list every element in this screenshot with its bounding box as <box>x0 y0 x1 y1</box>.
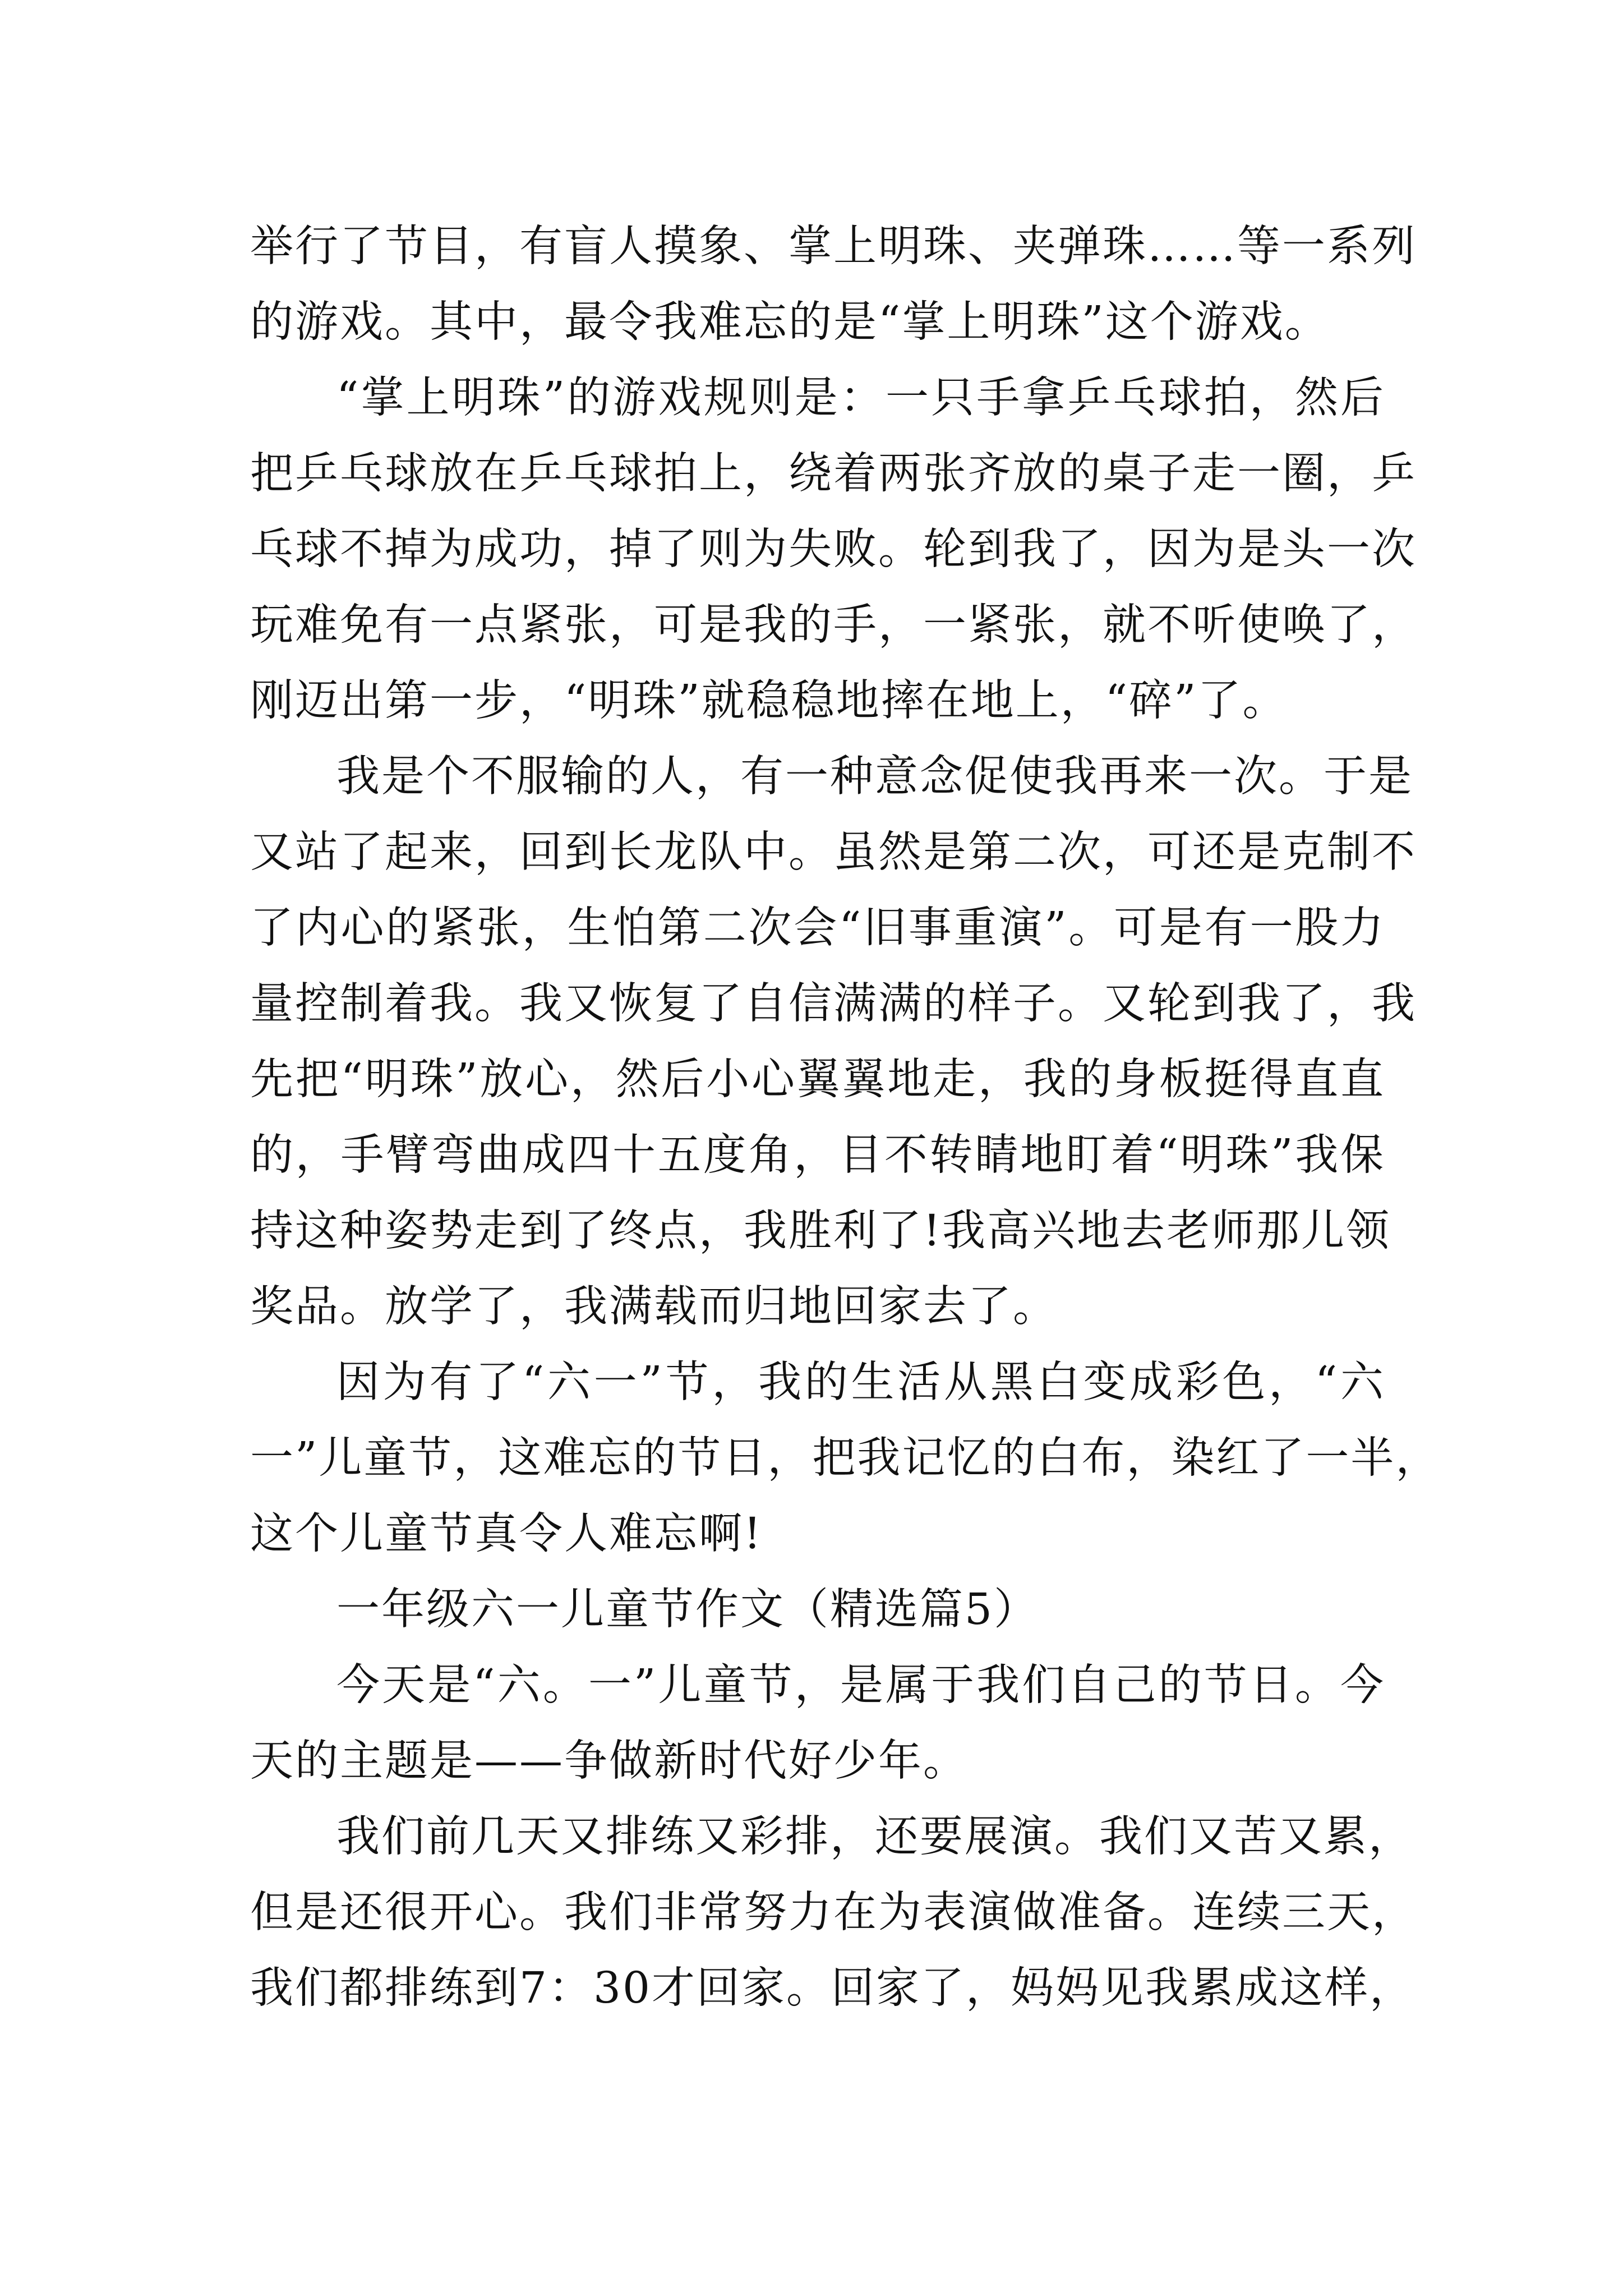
text-line: 刚迈出第一步，“明珠”就稳稳地摔在地上，“碎”了。 <box>250 676 1288 726</box>
text-line: 奖品。放学了，我满载而归地回家去了。 <box>250 1282 1058 1332</box>
text-line: 天的主题是——争做新时代好少年。 <box>250 1736 968 1786</box>
text-line: 的，手臂弯曲成四十五度角，目不转睛地盯着“明珠”我保 <box>250 1130 1385 1180</box>
body-text <box>250 209 1441 2026</box>
text-line: 量控制着我。我又恢复了自信满满的样子。又轮到我了，我 <box>250 979 1417 1029</box>
text-line: 持这种姿势走到了终点，我胜利了!我高兴地去老师那儿领 <box>250 1206 1391 1256</box>
text-line: 了内心的紧张，生怕第二次会“旧事重演”。可是有一股力 <box>250 903 1385 953</box>
text-line: 又站了起来，回到长龙队中。虽然是第二次，可还是克制不 <box>250 827 1417 877</box>
text-line: 我们都排练到7：30才回家。回家了，妈妈见我累成这样， <box>250 1963 1414 2013</box>
paragraph-first-line: 我们前几天又排练又彩排，还要展演。我们又苦又累， <box>336 1812 1413 1862</box>
text-line: 一”儿童节，这难忘的节日，把我记忆的白布，染红了一半， <box>250 1433 1441 1483</box>
text-line: 玩难免有一点紧张，可是我的手，一紧张，就不听使唤了， <box>250 600 1417 650</box>
text-line: 乓球不掉为成功，掉了则为失败。轮到我了，因为是头一次 <box>250 524 1417 574</box>
paragraph-first-line: 今天是“六。一”儿童节，是属于我们自己的节日。今 <box>336 1660 1385 1710</box>
text-line: 但是还很开心。我们非常努力在为表演做准备。连续三天， <box>250 1888 1417 1938</box>
section-heading: 一年级六一儿童节作文（精选篇5） <box>336 1585 1039 1635</box>
text-line: 这个儿童节真令人难忘啊! <box>250 1509 763 1559</box>
paragraph-first-line: 我是个不服输的人，有一种意念促使我再来一次。于是 <box>336 752 1413 802</box>
text-line: 把乒乓球放在乒乓球拍上，绕着两张齐放的桌子走一圈，乒 <box>250 449 1417 499</box>
paragraph-first-line: “掌上明珠”的游戏规则是：一只手拿乒乓球拍，然后 <box>336 373 1385 423</box>
text-line: 举行了节目，有盲人摸象、掌上明珠、夹弹珠……等一系列 <box>250 222 1417 272</box>
text-line: 的游戏。其中，最令我难忘的是“掌上明珠”这个游戏。 <box>250 297 1330 347</box>
text-line: 先把“明珠”放心，然后小心翼翼地走，我的身板挺得直直 <box>250 1055 1385 1105</box>
paragraph-first-line: 因为有了“六一”节，我的生活从黑白变成彩色，“六 <box>336 1358 1385 1407</box>
